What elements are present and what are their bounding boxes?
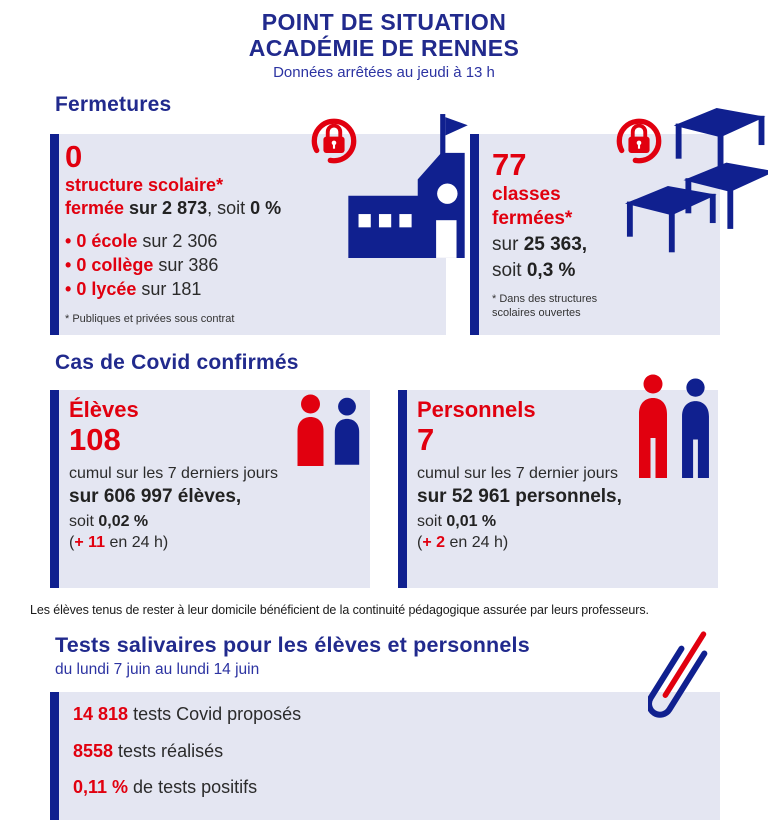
continuity-note: Les élèves tenus de rester à leur domicile bénéficient de la continuité pédagogique assurée par leurs professeurs.	[30, 603, 649, 617]
classroom-desks-icon	[625, 108, 768, 264]
card-cas-eleves	[50, 390, 370, 588]
structures-fermee-word: fermée	[65, 197, 130, 218]
classes-sur-word: sur	[492, 234, 524, 256]
section-heading-fermetures: Fermetures	[55, 93, 172, 116]
eleves-percent-line	[69, 512, 370, 532]
classes-closed-count: 77	[492, 147, 527, 182]
personnels-delta-line	[417, 533, 718, 553]
structures-closed-count: 0	[65, 139, 83, 174]
classes-footnote	[492, 293, 720, 321]
structures-total: sur 2 873	[129, 197, 208, 218]
structures-label: structure scolaire*	[65, 174, 224, 195]
list-item-lycee	[65, 278, 446, 302]
eleves-soit-word: soit	[69, 513, 99, 531]
tests-row-proposes	[73, 704, 720, 726]
eleves-percent: 0,02 %	[98, 513, 149, 531]
staff-icon-red	[634, 374, 672, 478]
college-closed-count: 0 collège	[76, 255, 159, 275]
header	[0, 9, 768, 81]
page-title-line2: ACADÉMIE DE RENNES	[248, 34, 520, 61]
card-cas-personnels	[398, 390, 718, 588]
classes-footnote-line2: scolaires ouvertes	[492, 307, 581, 320]
personnels-cumul-label: cumul sur les 7 dernier jours	[417, 465, 618, 483]
personnels-title: Personnels	[417, 397, 536, 422]
eleves-total: sur 606 997 élèves,	[69, 486, 242, 508]
personnels-delta-open: (	[417, 534, 423, 552]
lycee-total: sur 181	[141, 278, 202, 299]
tests-realises-value: 8558	[73, 740, 114, 761]
eleves-delta-open: (	[69, 534, 75, 552]
personnels-percent: 0,01 %	[446, 513, 497, 531]
classes-total: 25 363,	[523, 234, 588, 256]
classes-label-line1: classes	[492, 183, 561, 205]
lycee-closed-count: 0 lycée	[76, 278, 142, 299]
structures-percent: 0 %	[250, 197, 282, 218]
school-building-icon	[342, 112, 470, 260]
tests-row-positifs	[73, 777, 720, 799]
personnels-total: sur 52 961 personnels,	[417, 486, 622, 508]
card-structures-fermees	[50, 134, 446, 335]
eleves-delta-rest: en 24 h)	[105, 534, 169, 552]
personnels-delta-rest: en 24 h)	[445, 534, 509, 552]
eleves-cases-count: 108	[69, 422, 121, 458]
tests-realises-label: tests réalisés	[113, 740, 224, 761]
section-heading-covid: Cas de Covid confirmés	[55, 351, 299, 374]
college-total: sur 386	[158, 255, 219, 275]
classes-percent: 0,3 %	[526, 259, 576, 281]
classes-footnote-line1: * Dans des structures	[492, 293, 598, 306]
section-heading-tests: Tests salivaires pour les élèves et personnels	[55, 633, 530, 657]
student-icon-red	[294, 394, 327, 466]
structures-footnote: * Publiques et privées sous contrat	[65, 312, 235, 325]
personnels-percent-line	[417, 512, 718, 532]
tests-positifs-label: de tests positifs	[128, 777, 258, 798]
page-title-line1: POINT DE SITUATION	[261, 9, 507, 35]
page-subtitle: Données arrêtées au jeudi à 13 h	[273, 63, 495, 81]
tests-period: du lundi 7 juin au lundi 14 juin	[55, 661, 260, 678]
personnels-delta-value: + 2	[422, 534, 446, 552]
student-figures-icon	[294, 394, 362, 466]
tests-row-realises	[73, 741, 720, 763]
card-classes-fermees	[470, 134, 720, 335]
personnels-soit-word: soit	[417, 513, 447, 531]
tests-proposes-value: 14 818	[73, 704, 129, 724]
staff-figures-icon	[634, 374, 713, 478]
ecole-total: sur 2 306	[142, 231, 218, 252]
staff-icon-blue	[678, 378, 713, 478]
structures-soit-word: , soit	[207, 197, 251, 218]
paperclip-icon	[648, 626, 720, 744]
tests-positifs-value: 0,11 %	[73, 777, 129, 798]
eleves-delta-value: + 11	[74, 534, 106, 552]
eleves-cumul-label: cumul sur les 7 derniers jours	[69, 465, 278, 483]
student-icon-blue	[332, 397, 362, 465]
tests-proposes-label: tests Covid proposés	[128, 704, 302, 724]
ecole-closed-count: 0 école	[76, 231, 143, 252]
personnels-cases-count: 7	[417, 422, 435, 458]
eleves-title: Élèves	[69, 397, 139, 422]
eleves-delta-line	[69, 533, 370, 553]
classes-soit-word: soit	[492, 259, 527, 281]
card-tests-salivaires	[50, 692, 720, 820]
classes-label-line2: fermées*	[492, 208, 573, 230]
